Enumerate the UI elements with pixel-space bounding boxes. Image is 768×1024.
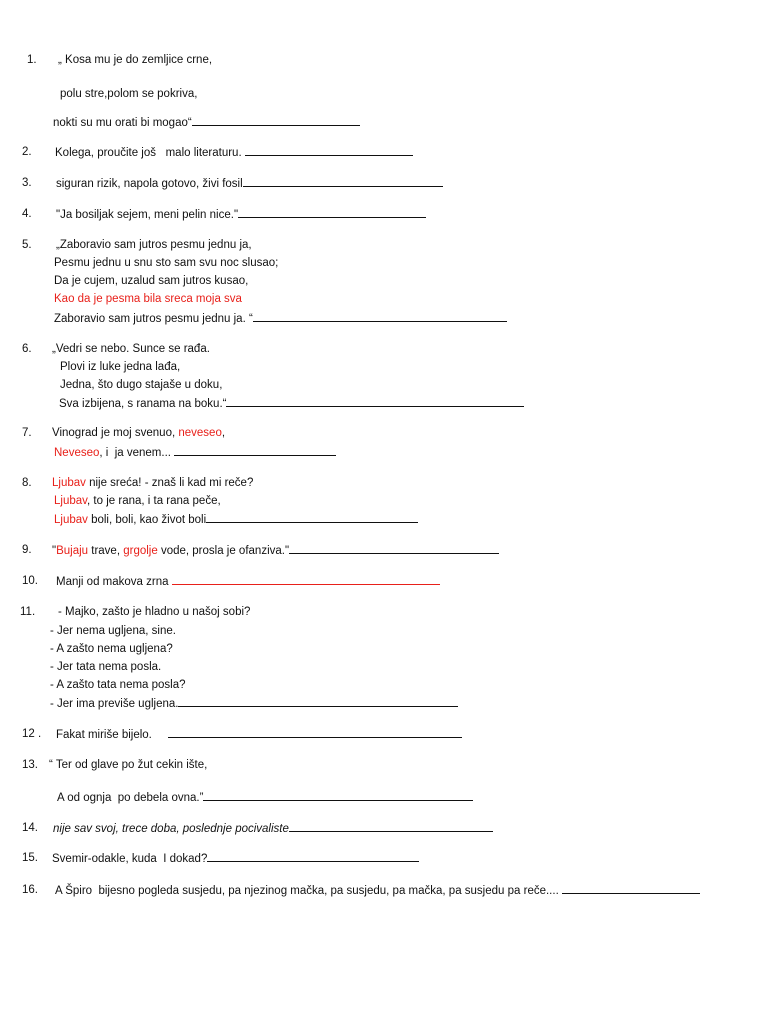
item-number: 10.: [22, 575, 38, 587]
answer-blank[interactable]: [289, 821, 493, 832]
item-number: 4.: [22, 208, 32, 220]
answer-blank[interactable]: [226, 396, 524, 407]
answer-blank[interactable]: [192, 115, 360, 126]
item-line: Kolega, proučite još malo literaturu.: [55, 145, 413, 160]
answer-blank[interactable]: [203, 790, 473, 801]
item-number: 6.: [22, 343, 32, 355]
item-number: 2.: [22, 146, 32, 158]
item-line: Vinograd je moj svenuo, neveseo,: [52, 427, 226, 439]
item-line: Svemir-odakle, kuda I dokad?: [52, 851, 419, 866]
item-line: nokti su mu orati bi mogao“: [53, 115, 360, 130]
answer-blank[interactable]: [206, 512, 418, 523]
item-number: 1.: [27, 54, 37, 66]
item-line: „Vedri se nebo. Sunce se rađa.: [52, 343, 210, 355]
item-line: Sva izbijena, s ranama na boku.“: [59, 396, 524, 411]
item-line: Ljubav nije sreća! - znaš li kad mi reče?: [52, 477, 254, 489]
item-line: A Špiro bijesno pogleda susjedu, pa njezinog mačka, pa susjedu, pa mačka, pa susjedu pa reče....: [55, 883, 700, 898]
answer-blank[interactable]: [238, 207, 426, 218]
item-number: 16.: [22, 884, 38, 896]
item-line: - Jer nema ugljena, sine.: [50, 625, 176, 637]
item-line: Plovi iz luke jedna lađa,: [60, 361, 181, 373]
item-line: - Majko, zašto je hladno u našoj sobi?: [58, 606, 251, 618]
item-line: „Zaboravio sam jutros pesmu jednu ja,: [56, 239, 252, 251]
item-line: Ljubav boli, boli, kao život boli: [54, 512, 418, 527]
item-number: 7.: [22, 427, 32, 439]
item-line: Manji od makova zrna: [56, 574, 440, 589]
item-number: 15.: [22, 852, 38, 864]
item-line: - Jer tata nema posla.: [50, 661, 162, 673]
answer-blank[interactable]: [207, 851, 419, 862]
item-number: 12 .: [22, 728, 42, 740]
highlighted-line: Kao da je pesma bila sreca moja sva: [54, 293, 242, 305]
item-line: polu stre,polom se pokriva,: [60, 88, 198, 100]
answer-blank[interactable]: [168, 727, 462, 738]
item-line: Neveseo, i ja venem...: [54, 445, 336, 460]
item-line: Fakat miriše bijelo.: [56, 727, 462, 742]
answer-blank[interactable]: [174, 445, 336, 456]
answer-blank[interactable]: [245, 145, 413, 156]
item-line: „ Kosa mu je do zemljice crne,: [58, 54, 213, 66]
item-number: 11.: [20, 606, 36, 618]
item-number: 9.: [22, 544, 32, 556]
answer-blank[interactable]: [172, 574, 440, 585]
item-number: 13.: [22, 759, 38, 771]
item-line: siguran rizik, napola gotovo, živi fosil: [56, 176, 443, 191]
item-line: nije sav svoj, trece doba, poslednje pocivaliste: [53, 821, 493, 836]
item-line: Pesmu jednu u snu sto sam svu noc slusao;: [54, 257, 279, 269]
item-line: A od ognja po debela ovna.”: [57, 790, 473, 805]
item-line: - A zašto nema ugljena?: [50, 643, 173, 655]
answer-blank[interactable]: [253, 311, 507, 322]
item-line: "Bujaju trave, grgolje vode, prosla je ofanziva.": [52, 543, 499, 558]
item-line: Jedna, što dugo stajaše u doku,: [60, 379, 223, 391]
item-line: Ljubav, to je rana, i ta rana peče,: [54, 495, 221, 507]
item-line: Zaboravio sam jutros pesmu jednu ja. “: [54, 311, 507, 326]
answer-blank[interactable]: [243, 176, 443, 187]
item-number: 14.: [22, 822, 38, 834]
item-line: Da je cujem, uzalud sam jutros kusao,: [54, 275, 249, 287]
item-line: - A zašto tata nema posla?: [50, 679, 186, 691]
item-number: 5.: [22, 239, 32, 251]
answer-blank[interactable]: [289, 543, 499, 554]
answer-blank[interactable]: [562, 883, 700, 894]
item-line: “ Ter od glave po žut cekin ište,: [49, 759, 208, 771]
item-number: 8.: [22, 477, 32, 489]
item-number: 3.: [22, 177, 32, 189]
item-line: "Ja bosiljak sejem, meni pelin nice.": [56, 207, 426, 222]
answer-blank[interactable]: [178, 696, 458, 707]
item-line: - Jer ima previše ugljena.: [50, 696, 458, 711]
